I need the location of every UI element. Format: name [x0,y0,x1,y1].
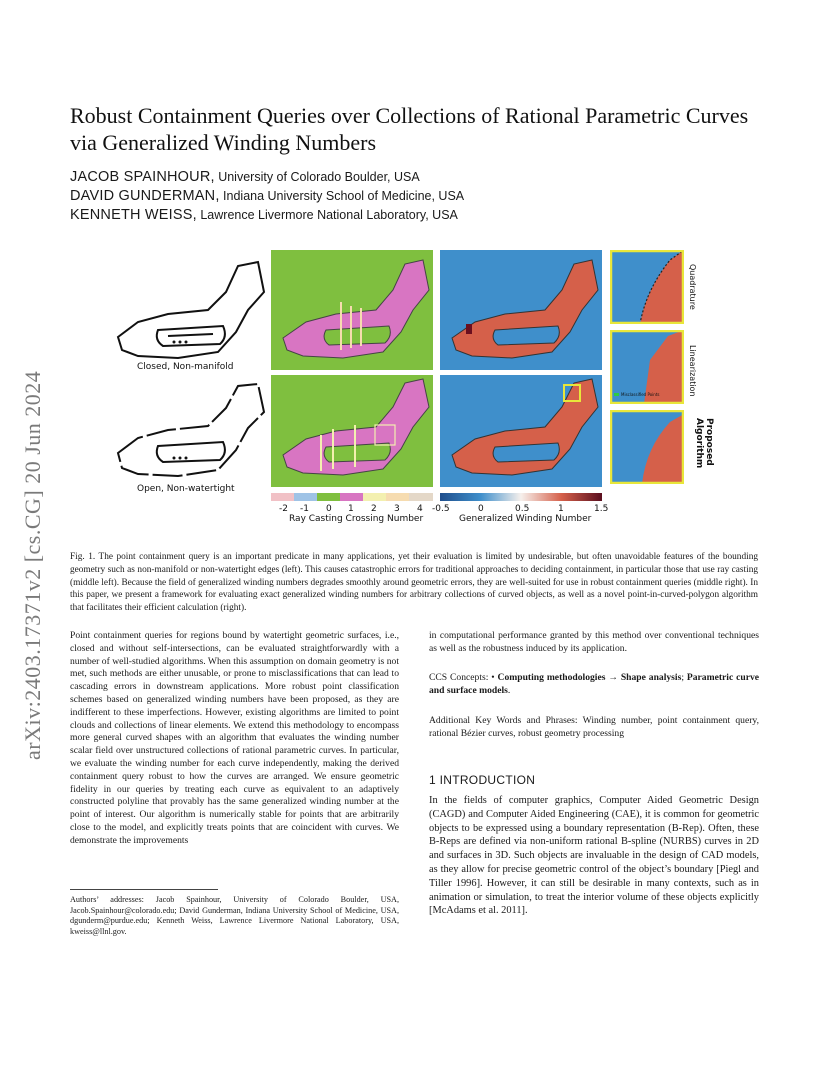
ray-colorbar-label: Ray Casting Crossing Number [289,514,424,524]
misclassified-label: Misclassified Points [621,392,660,397]
author-name: DAVID GUNDERMAN, [70,188,220,204]
ccs-term-2: Shape analysis [620,672,682,683]
ray-tick: 4 [417,504,423,514]
ccs-separator: ; [681,672,687,683]
label-open: Open, Non-watertight [137,484,235,494]
author-name: JACOB SPAINHOUR, [70,169,215,185]
ray-tick: 0 [326,504,332,514]
abstract-text: Point containment queries for regions bound by watertight geometric surfaces, i.e., closed and without self-intersections, can be evaluated straightforwardly with a number of well-studied algorithms. When this assumption on domain geometry is not met, such methods are either unusable, or prone to misclassifications that can lead to cascading errors in downstream applications. More robust point classification schemes based on generalized winding numbers have been proposed, as they are indifferent to these imperfections. However, existing algorithms are limited to point clouds and collections of linear elements. We extend this methodology to encompass more general curved shapes with an algorithm that evaluates the winding number scalar field over unstructured collections of rational parametric curves. In particular, we evaluate the winding number for each curve independently, making the derived containment query robust to how the curves are arranged. We ensure geometric fidelity in our queries by treating each curve as equivalent to an adaptively constructed polyline that provably has the same generalized winding number at the point of interest. Our algorithm is numerically stable for points that are arbitrarily close to the model, and explicitly treats points that are coincident with curves. We demonstrate the improvements [70,630,399,846]
ccs-arrow: → [605,672,621,683]
arxiv-identifier: arXiv:2403.17371v2 [cs.CG] 20 Jun 2024 [20,370,45,760]
gwn-colorbar-label: Generalized Winding Number [459,514,592,524]
gwn-tick: 0.5 [515,504,530,514]
label-linearization: Linearization [688,345,697,397]
intro-text: In the fields of computer graphics, Computer Aided Geometric Design (CAGD) and Computer Aided Engineering (CAE), it is common for geometric objects to be expressed using a boundary representation (B-Rep). Often, these B-Reps are defined via non-uniform rational B-spline (NURBS) curves in 2D and surfaces in 3D. Such objects are invaluable in the design of CAD models, as they allow for precise geometric control of the object’s boundary [Piegl and Tiller 1996]. However, it can still be desirable in many contexts, such as in animation or simulation, to treat the interior volume of these objects explicitly [McAdams et al. 2011]. [429,795,759,917]
label-proposed: Proposed Algorithm [694,418,714,469]
closed-outline-image [108,252,268,372]
section-heading: 1 INTRODUCTION [429,773,536,787]
ray-tick: 2 [371,504,377,514]
zoom-quadrature-panel [610,250,684,324]
label-closed: Closed, Non-manifold [137,362,234,372]
paper-title: Robust Containment Queries over Collections of Rational Parametric Curves via Generalized Winding Numbers [70,103,749,155]
author-affiliation: Indiana University School of Medicine, USA [219,189,465,203]
gwn-tick: 0 [478,504,484,514]
ray-tick: -2 [279,504,288,514]
footnote-rule [70,889,218,890]
abstract-continued: in computational performance granted by this method over conventional techniques as well as the robustness induced by its application. [429,630,759,654]
author-name: KENNETH WEISS, [70,207,197,223]
ray-tick: -1 [300,504,309,514]
zoom-linearization-panel [610,330,684,404]
ccs-term-3: Parametric curve and surface models [429,672,760,696]
zoom-proposed-panel [610,410,684,484]
ccs-concepts [429,672,759,698]
gwn-tick: -0.5 [432,504,450,514]
gwn-tick: 1.5 [594,504,609,514]
figure-caption: Fig. 1. The point containment query is an important predicate in many applications, yet their evaluation is limited by undesirable, but often unavoidable features of the bounding geometry such as non-manifold or non-watertight edges (left). This causes catastrophic errors for traditional approaches to deciding containment, in particular those that use ray casting (middle left). Because the field of generalized winding numbers degrades smoothly around geometric errors, they are well-suited for use in robust containment queries (middle right). In this paper, we present a framework for evaluating exact generalized winding numbers for arbitrary collections of curved objects, as well as a novel point-in-curved-polygon algorithm that facilitates their efficient calculation (right). [70,552,758,614]
ray-casting-closed-panel [271,250,433,370]
footnote: Authors’ addresses: Jacob Spainhour, University of Colorado Boulder, USA, Jacob.Spainhour@colorado.edu; David Gunderman, Indiana University School of Medicine, USA, dgunderm@purdue.edu; Kenneth Weiss, Lawrence Livermore National Laboratory, USA, kweiss@llnl.gov. [70,895,399,936]
ray-tick: 3 [394,504,400,514]
keywords: Additional Key Words and Phrases: Winding number, point containment query, rational Bézier curves, robust geometry processing [429,715,759,739]
gwn-tick: 1 [558,504,564,514]
label-quadrature: Quadrature [688,264,697,310]
author-affiliation: Lawrence Livermore National Laboratory, USA [196,208,458,222]
ccs-term-1: Computing methodologies [497,672,606,683]
open-outline-image [108,378,268,488]
ccs-end: . [507,684,511,696]
gwn-open-panel [440,375,602,487]
ray-casting-open-panel [271,375,433,487]
author-affiliation: University of Colorado Boulder, USA [214,170,420,184]
ray-tick: 1 [348,504,354,514]
gwn-colorbar [440,493,602,501]
ccs-prefix: CCS Concepts: • [429,672,498,683]
ray-colorbar [271,493,433,501]
gwn-closed-panel [440,250,602,370]
